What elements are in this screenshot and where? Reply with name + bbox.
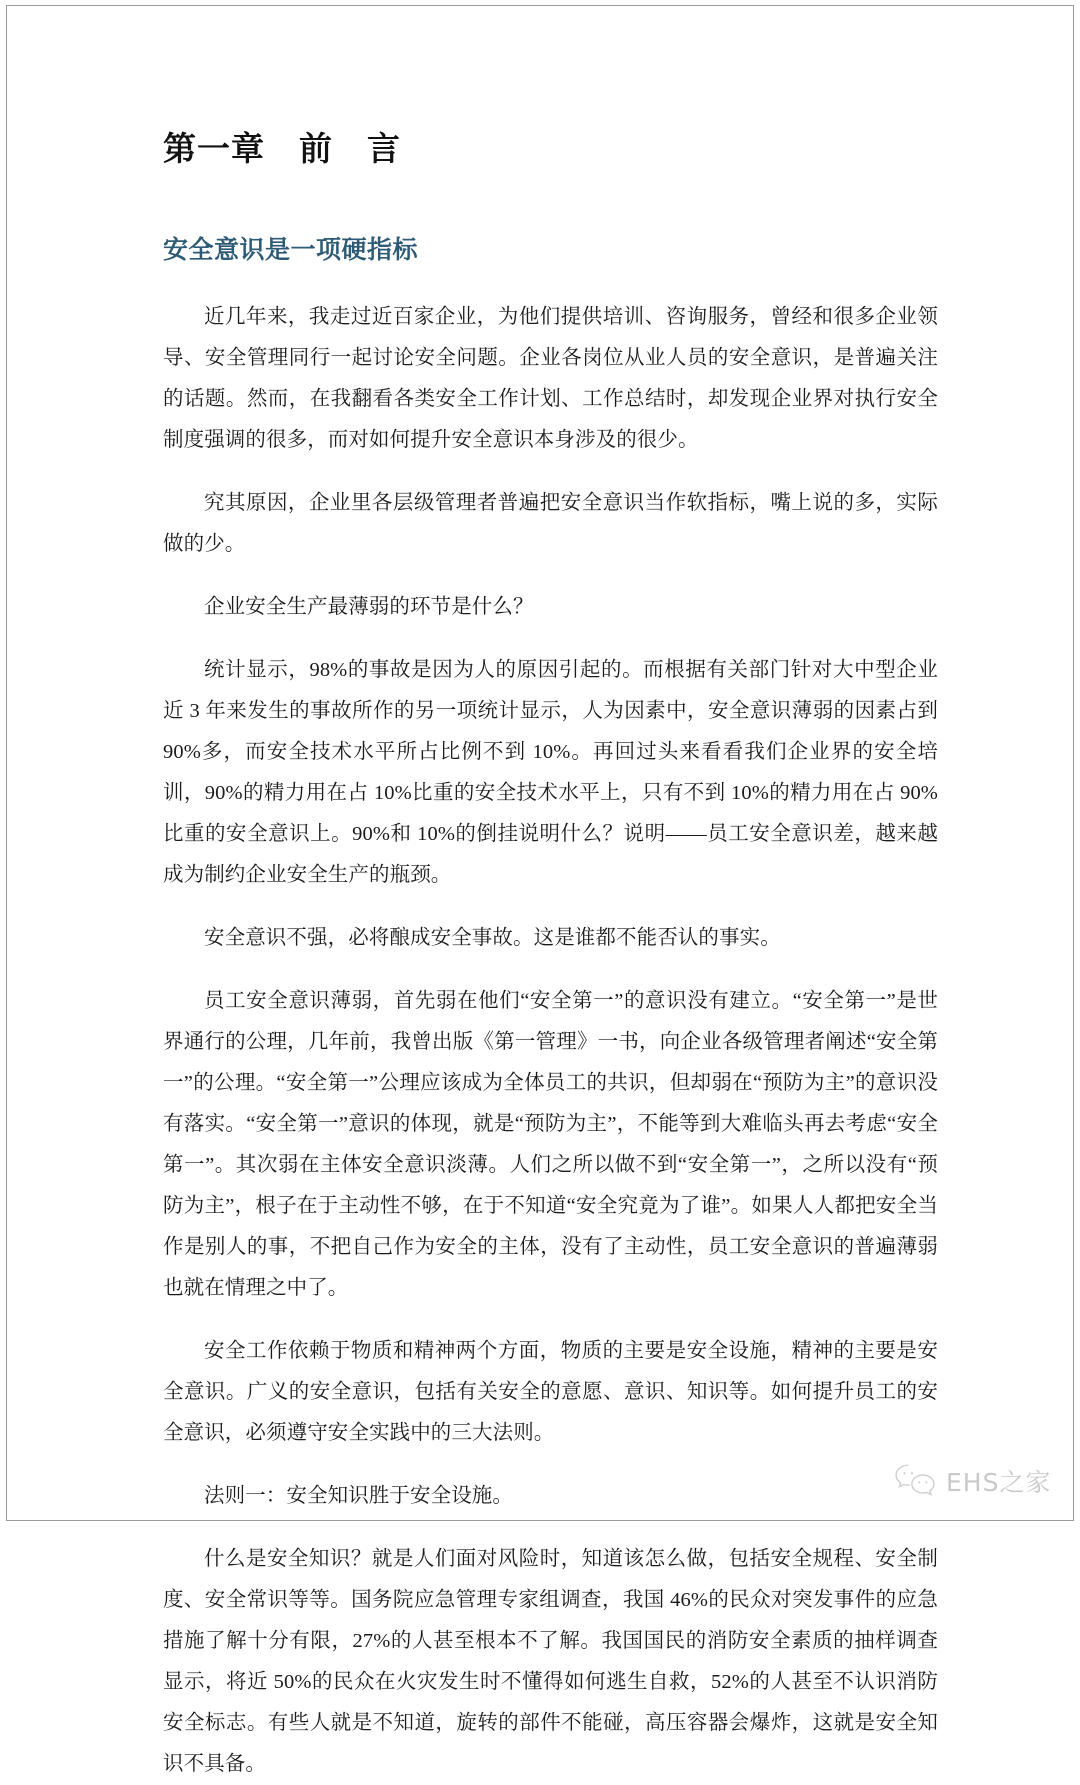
paragraph: 安全意识不强，必将酿成安全事故。这是谁都不能否认的事实。 — [204, 926, 781, 949]
page-content — [163, 0, 938, 1785]
paragraph: 什么是安全知识？就是人们面对风险时，知道该怎么做，包括安全规程、安全制度、安全常识等等。国务院应急管理专家组调查，我国 46%的民众对突发事件的应急措施了解十分有限，27%的人甚至根本不了解。我国国民的消防安全素质的抽样调查显示，将近 50%的民众在火灾发生时不懂得如何逃生自救，52%的人甚至不认识消防安全标志。有些人就是不知道，旋转的部件不能碰，高压容器会爆炸，这就是安全知识不具备。 — [163, 1547, 938, 1775]
paragraph: 近几年来，我走过近百家企业，为他们提供培训、咨询服务，曾经和很多企业领导、安全管理同行一起讨论安全问题。企业各岗位从业人员的安全意识，是普遍关注的话题。然而，在我翻看各类安全工作计划、工作总结时，却发现企业界对执行安全制度强调的很多，而对如何提升安全意识本身涉及的很少。 — [163, 305, 938, 451]
paragraph: 员工安全意识薄弱，首先弱在他们“安全第一”的意识没有建立。“安全第一”是世界通行的公理，几年前，我曾出版《第一管理》一书，向企业各级管理者阐述“安全第一”的公理。“安全第一”公理应该成为全体员工的共识，但却弱在“预防为主”的意识没有落实。“安全第一”意识的体现，就是“预防为主”，不能等到大难临头再去考虑“安全第一”。其次弱在主体安全意识淡薄。人们之所以做不到“安全第一”，之所以没有“预防为主”，根子在于主动性不够，在于不知道“安全究竟为了谁”。如果人人都把安全当作是别人的事，不把自己作为安全的主体，没有了主动性，员工安全意识的普遍薄弱也就在情理之中了。 — [163, 989, 938, 1299]
paragraph: 企业安全生产最薄弱的环节是什么？ — [204, 595, 534, 618]
footer-brand-label: EHS之家 — [946, 1467, 1052, 1497]
wechat-icon — [893, 1462, 937, 1499]
paragraph: 安全工作依赖于物质和精神两个方面，物质的主要是安全设施，精神的主要是安全意识。广义的安全意识，包括有关安全的意愿、意识、知识等。如何提升员工的安全意识，必须遵守安全实践中的三大法则。 — [163, 1339, 938, 1444]
paragraph: 究其原因，企业里各层级管理者普遍把安全意识当作软指标，嘴上说的多，实际做的少。 — [163, 491, 938, 555]
paragraph: 法则一：安全知识胜于安全设施。 — [204, 1484, 513, 1507]
section-heading: 安全意识是一项硬指标 — [163, 235, 419, 265]
paragraph: 统计显示，98%的事故是因为人的原因引起的。而根据有关部门针对大中型企业近 3 年来发生的事故所作的另一项统计显示，人为因素中，安全意识薄弱的因素占到 90%多，而安全技术水平所占比例不到 10%。再回过头来看看我们企业界的安全培训，90%的精力用在占 10%比重的安全技术水平上，只有不到 10%的精力用在占 90%比重的安全意识上。90%和 10%的倒挂说明什么？说明——员工安全意识差，越来越成为制约企业安全生产的瓶颈。 — [163, 658, 938, 886]
chapter-title: 第一章 前 言 — [163, 129, 401, 168]
footer-watermark — [893, 1462, 1051, 1499]
body-text-block — [163, 267, 938, 1785]
